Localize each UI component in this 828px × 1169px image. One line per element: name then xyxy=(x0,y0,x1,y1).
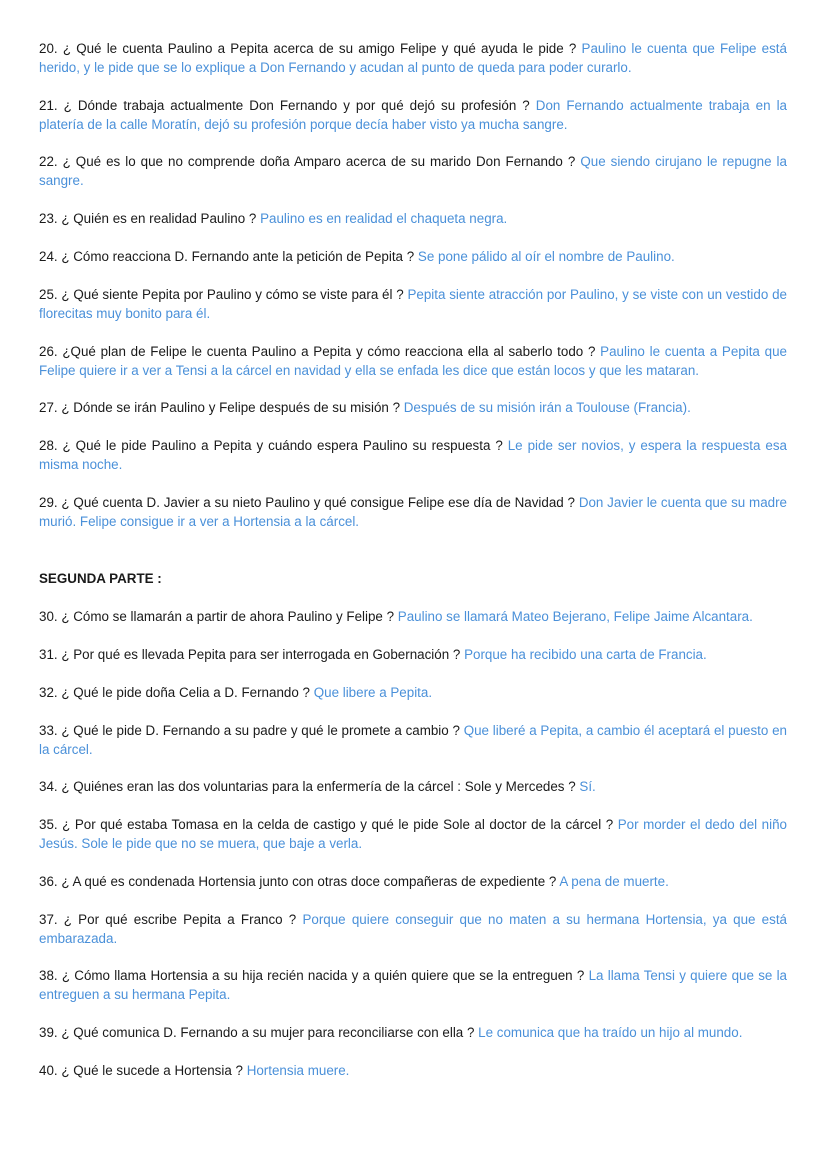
qa-item-21 xyxy=(39,96,787,134)
qa-item-35 xyxy=(39,815,787,853)
answer-text: Pepita siente atracción por Paulino, y se viste con un vestido de florecitas muy bonito para él. xyxy=(39,287,787,321)
qa-item-25 xyxy=(39,285,787,323)
qa-item-37 xyxy=(39,910,787,948)
answer-text: Que siendo cirujano le repugne la sangre. xyxy=(39,154,787,188)
answer-text: Sí. xyxy=(579,779,596,794)
answer-text: Que libere a Pepita. xyxy=(313,685,433,700)
question-text: 32. ¿ Qué le pide doña Celia a D. Fernando ? xyxy=(39,685,310,700)
qa-item-36 xyxy=(39,872,787,891)
question-text: 26. ¿Qué plan de Felipe le cuenta Paulino a Pepita y cómo reacciona ella al saberlo todo ? xyxy=(39,344,596,359)
answer-text: Porque quiere conseguir que no maten a su hermana Hortensia, ya que está embarazada. xyxy=(39,912,787,946)
qa-item-26 xyxy=(39,342,787,380)
question-text: 25. ¿ Qué siente Pepita por Paulino y cómo se viste para él ? xyxy=(39,287,404,302)
question-text: 39. ¿ Qué comunica D. Fernando a su mujer para reconciliarse con ella ? xyxy=(39,1025,475,1040)
question-text: 34. ¿ Quiénes eran las dos voluntarias para la enfermería de la cárcel : Sole y Mercedes ? xyxy=(39,779,576,794)
qa-item-28 xyxy=(39,436,787,474)
answer-text: Paulino le cuenta que Felipe está herido, y le pide que se lo explique a Don Fernando y acudan al punto de queda para poder curarlo. xyxy=(39,41,787,75)
qa-item-33 xyxy=(39,721,787,759)
question-text: 22. ¿ Qué es lo que no comprende doña Amparo acerca de su marido Don Fernando ? xyxy=(39,154,576,169)
question-text: 36. ¿ A qué es condenada Hortensia junto con otras doce compañeras de expediente ? xyxy=(39,874,557,889)
qa-item-22 xyxy=(39,152,787,190)
answer-text: A pena de muerte. xyxy=(559,874,669,889)
question-text: 37. ¿ Por qué escribe Pepita a Franco ? xyxy=(39,912,297,927)
answer-text: Hortensia muere. xyxy=(246,1063,350,1078)
question-text: 40. ¿ Qué le sucede a Hortensia ? xyxy=(39,1063,243,1078)
answer-text: Porque ha recibido una carta de Francia. xyxy=(464,647,707,662)
answer-text: La llama Tensi y quiere que se la entreguen a su hermana Pepita. xyxy=(39,968,787,1002)
question-text: 31. ¿ Por qué es llevada Pepita para ser interrogada en Gobernación ? xyxy=(39,647,461,662)
question-text: 38. ¿ Cómo llama Hortensia a su hija recién nacida y a quién quiere que se la entreguen ? xyxy=(39,968,585,983)
answer-text: Le pide ser novios, y espera la respuesta esa misma noche. xyxy=(39,438,787,472)
answer-text: Don Javier le cuenta que su madre murió. Felipe consigue ir a ver a Hortensia a la cárcel. xyxy=(39,495,787,529)
answer-text: Que liberé a Pepita, a cambio él aceptará el puesto en la cárcel. xyxy=(39,723,787,757)
answer-text: Por morder el dedo del niño Jesús. Sole le pide que no se muera, que baje a verla. xyxy=(39,817,787,851)
question-text: 24. ¿ Cómo reacciona D. Fernando ante la petición de Pepita ? xyxy=(39,249,415,264)
answer-text: Don Fernando actualmente trabaja en la platería de la calle Moratín, dejó su profesión porque decía haber visto ya mucha sangre. xyxy=(39,98,788,132)
qa-item-31 xyxy=(39,645,787,664)
question-text: 23. ¿ Quién es en realidad Paulino ? xyxy=(39,211,257,226)
qa-item-34 xyxy=(39,777,787,796)
qa-item-20 xyxy=(39,39,787,77)
qa-item-39 xyxy=(39,1023,787,1042)
question-text: 35. ¿ Por qué estaba Tomasa en la celda de castigo y qué le pide Sole al doctor de la cárcel ? xyxy=(39,817,614,832)
question-text: 29. ¿ Qué cuenta D. Javier a su nieto Paulino y qué consigue Felipe ese día de Navidad ? xyxy=(39,495,575,510)
qa-item-40 xyxy=(39,1061,787,1080)
qa-item-27 xyxy=(39,398,787,417)
answer-text: Paulino le cuenta a Pepita que Felipe quiere ir a ver a Tensi a la cárcel en navidad y ella se enfada les dice que están locos y que les mataran. xyxy=(39,344,787,378)
qa-item-23 xyxy=(39,209,787,228)
question-text: 30. ¿ Cómo se llamarán a partir de ahora Paulino y Felipe ? xyxy=(39,609,395,624)
qa-item-30 xyxy=(39,607,787,626)
qa-item-29 xyxy=(39,493,787,531)
qa-item-38 xyxy=(39,966,787,1004)
question-text: 21. ¿ Dónde trabaja actualmente Don Fernando y por qué dejó su profesión ? xyxy=(39,98,530,113)
qa-item-24 xyxy=(39,247,787,266)
answer-text: Paulino es en realidad el chaqueta negra. xyxy=(260,211,508,226)
answer-text: Le comunica que ha traído un hijo al mundo. xyxy=(478,1025,743,1040)
question-text: 28. ¿ Qué le pide Paulino a Pepita y cuándo espera Paulino su respuesta ? xyxy=(39,438,503,453)
section-heading: SEGUNDA PARTE : xyxy=(39,571,162,586)
answer-text: Después de su misión irán a Toulouse (Francia). xyxy=(403,400,691,415)
answer-text: Paulino se llamará Mateo Bejerano, Felipe Jaime Alcantara. xyxy=(397,609,753,624)
question-text: 20. ¿ Qué le cuenta Paulino a Pepita acerca de su amigo Felipe y qué ayuda le pide ? xyxy=(39,41,577,56)
question-text: 27. ¿ Dónde se irán Paulino y Felipe después de su misión ? xyxy=(39,400,401,415)
qa-item-32 xyxy=(39,683,787,702)
answer-text: Se pone pálido al oír el nombre de Paulino. xyxy=(417,249,675,264)
question-text: 33. ¿ Qué le pide D. Fernando a su padre y qué le promete a cambio ? xyxy=(39,723,460,738)
